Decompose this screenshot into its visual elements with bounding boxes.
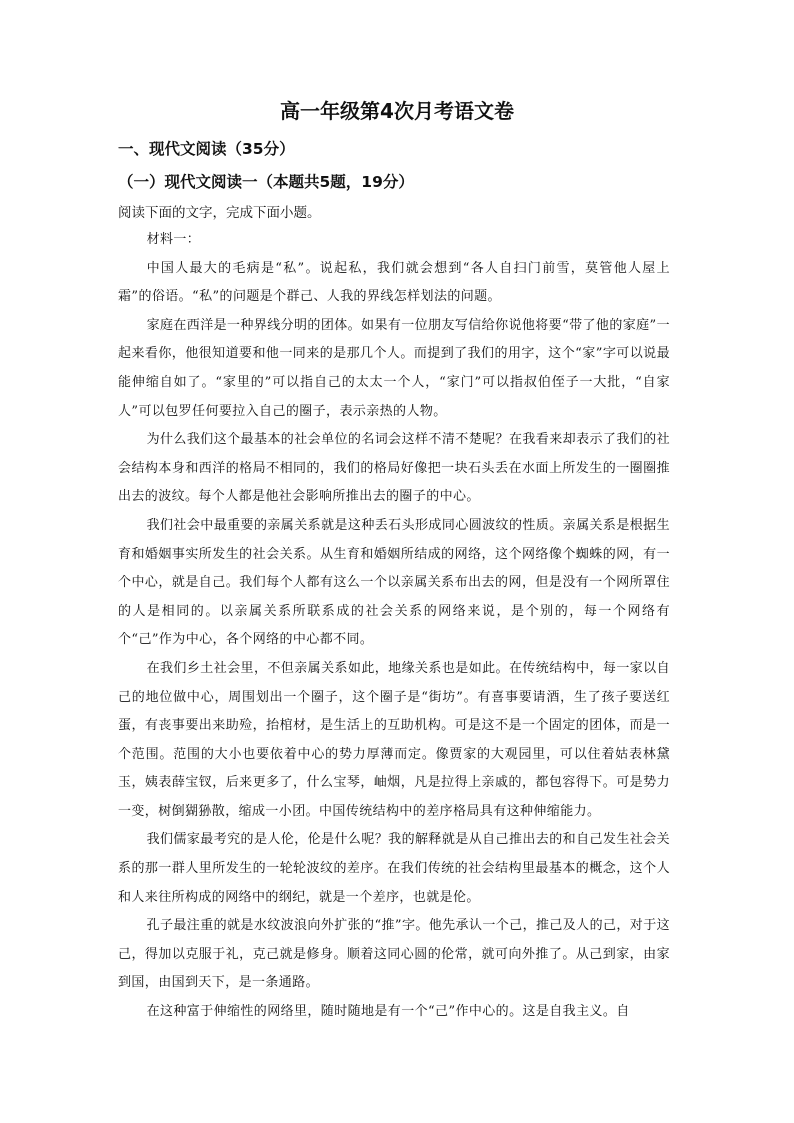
paragraph: 我们儒家最考究的是人伦，伦是什么呢？我的解释就是从自己推出去的和自己发生社会关系的那一群人里所发生的一轮轮波纹的差序。在我们传统的社会结构里最基本的概念，这个人和人来往所构成的网络中的纲纪，就是一个差序，也就是伦。	[118, 832, 670, 905]
section-heading: 一、现代文阅读（35分）	[118, 140, 295, 158]
subsection-heading: （一）现代文阅读一（本题共5题，19分）	[118, 173, 414, 191]
paragraph: 中国人最大的毛病是“私”。说起私，我们就会想到“各人自扫门前雪，莫管他人屋上霜”的俗语。“私”的问题是个群己、人我的界线怎样划法的问题。	[118, 260, 670, 305]
paragraph: 为什么我们这个最基本的社会单位的名词会这样不清不楚呢？在我看来却表示了我们的社会结构本身和西洋的格局不相同的，我们的格局好像把一块石头丢在水面上所发生的一圈圈推出去的波纹。每个人都是他社会影响所推出去的圈子的中心。	[118, 432, 670, 505]
paragraph: 家庭在西洋是一种界线分明的团体。如果有一位朋友写信给你说他将要“带了他的家庭”一起来看你，他很知道要和他一同来的是那几个人。而提到了我们的用字，这个“家”字可以说最能伸缩自如了。“家里的”可以指自己的太太一个人，“家门”可以指叔伯侄子一大批，“自家人”可以包罗任何要拉入自己的圈子，表示亲热的人物。	[118, 317, 670, 419]
paragraph: 在这种富于伸缩性的网络里，随时随地是有一个“己”作中心的。这是自我主义。自	[146, 1004, 630, 1020]
instruction-text: 阅读下面的文字，完成下面小题。	[118, 205, 321, 221]
material-label: 材料一：	[146, 232, 201, 247]
paragraph: 在我们乡土社会里，不但亲属关系如此，地缘关系也是如此。在传统结构中，每一家以自己的地位做中心，周围划出一个圈子，这个圈子是“街坊”。有喜事要请酒，生了孩子要送红蛋，有丧事要出来助殓，抬棺材，是生活上的互助机构。可是这不是一个固定的团体，而是一个范围。范围的大小也要依着中心的势力厚薄而定。像贾家的大观园里，可以住着姑表林黛玉，姨表薛宝钗，后来更多了，什么宝琴，岫烟，凡是拉得上亲戚的，都包容得下。可是势力一变，树倒猢狲散，缩成一小团。中国传统结构中的差序格局具有这种伸缩能力。	[118, 660, 670, 819]
paragraph: 孔子最注重的就是水纹波浪向外扩张的“推”字。他先承认一个己，推己及人的己，对于这己，得加以克服于礼，克己就是修身。顺着这同心圆的伦常，就可向外推了。从己到家，由家到国，由国到天下，是一条通路。	[118, 918, 670, 991]
page-title: 高一年级第4次月考语文卷	[280, 99, 514, 123]
reading-passage	[118, 226, 670, 1027]
paragraph: 我们社会中最重要的亲属关系就是这种丢石头形成同心圆波纹的性质。亲属关系是根据生育和婚姻事实所发生的社会关系。从生育和婚姻所结成的网络，这个网络像个蜘蛛的网，有一个中心，就是自己。我们每个人都有这么一个以亲属关系布出去的网，但是没有一个网所罩住的人是相同的。以亲属关系所联系成的社会关系的网络来说，是个别的，每一个网络有个“己”作为中心，各个网络的中心都不同。	[118, 517, 670, 648]
